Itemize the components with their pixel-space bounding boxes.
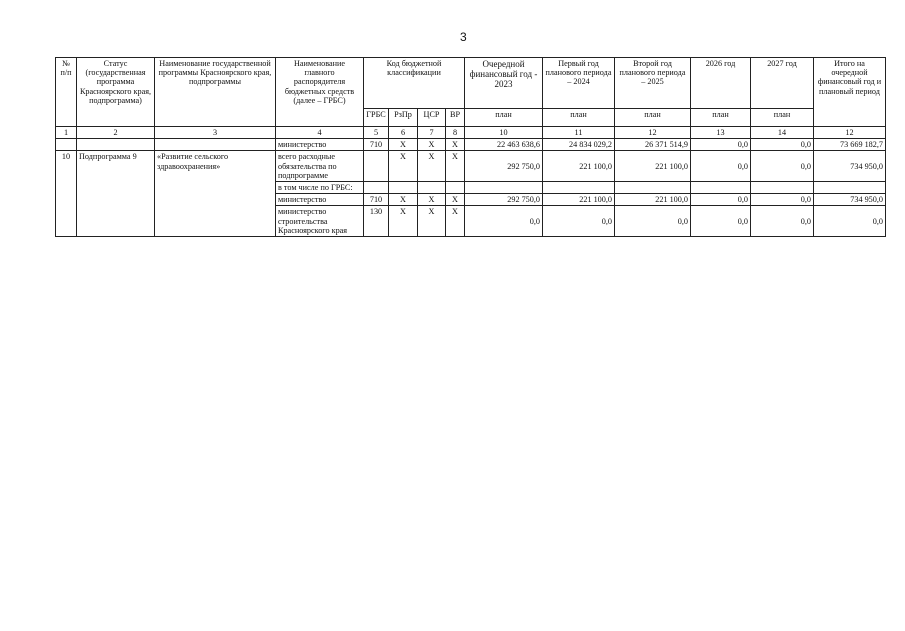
vr-cell: X bbox=[446, 194, 465, 206]
col-header-status: Статус (государственная программа Красноярского края, подпрограмма) bbox=[77, 58, 155, 127]
value-total-cell: 0,0 bbox=[814, 206, 886, 237]
column-number: 12 bbox=[615, 127, 691, 139]
value-2024-cell: 24 834 029,2 bbox=[543, 139, 615, 151]
rzpr-cell: X bbox=[389, 194, 418, 206]
column-number: 4 bbox=[276, 127, 364, 139]
value-2024-cell: 221 100,0 bbox=[543, 151, 615, 182]
grbs-code-cell: 710 bbox=[364, 139, 389, 151]
plan-label-2024: план bbox=[543, 109, 615, 127]
status-cell: Подпрограмма 9 bbox=[77, 151, 155, 237]
value-2023-cell: 22 463 638,6 bbox=[465, 139, 543, 151]
col-header-2027: 2027 год bbox=[751, 58, 814, 109]
value-2026-cell: 0,0 bbox=[691, 139, 751, 151]
col-header-num: № п/п bbox=[56, 58, 77, 127]
plan-label-2027: план bbox=[751, 109, 814, 127]
vr-cell: X bbox=[446, 151, 465, 182]
csr-cell: X bbox=[418, 151, 446, 182]
col-header-rzpr: РзПр bbox=[389, 109, 418, 127]
column-number: 8 bbox=[446, 127, 465, 139]
column-number: 1 bbox=[56, 127, 77, 139]
table-row bbox=[56, 151, 886, 182]
value-2023-cell: 292 750,0 bbox=[465, 151, 543, 182]
column-number: 12 bbox=[814, 127, 886, 139]
value-2026-cell: 0,0 bbox=[691, 194, 751, 206]
value-2025-cell: 26 371 514,9 bbox=[615, 139, 691, 151]
header-row bbox=[56, 58, 886, 109]
column-number: 6 bbox=[389, 127, 418, 139]
plan-label-2026: план bbox=[691, 109, 751, 127]
rzpr-cell: X bbox=[389, 139, 418, 151]
value-2025-cell: 0,0 bbox=[615, 206, 691, 237]
value-2026-cell: 0,0 bbox=[691, 151, 751, 182]
column-number: 2 bbox=[77, 127, 155, 139]
value-2023-cell: 292 750,0 bbox=[465, 194, 543, 206]
column-number: 7 bbox=[418, 127, 446, 139]
column-number: 13 bbox=[691, 127, 751, 139]
grbs-name-cell: министерство bbox=[276, 194, 364, 206]
grbs-name-cell: министерство bbox=[276, 139, 364, 151]
column-number-row bbox=[56, 127, 886, 139]
table-row bbox=[56, 139, 886, 151]
program-name-cell: «Развитие сельского здравоохранения» bbox=[155, 151, 276, 237]
vr-cell: X bbox=[446, 139, 465, 151]
grbs-name-cell: министерство строительства Красноярского края bbox=[276, 206, 364, 237]
rzpr-cell: X bbox=[389, 206, 418, 237]
value-total-cell: 734 950,0 bbox=[814, 151, 886, 182]
grbs-code-cell: 710 bbox=[364, 194, 389, 206]
col-header-2024: Первый год планового периода – 2024 bbox=[543, 58, 615, 109]
plan-label-2023: план bbox=[465, 109, 543, 127]
column-number: 14 bbox=[751, 127, 814, 139]
col-header-2025: Второй год планового периода – 2025 bbox=[615, 58, 691, 109]
value-2025-cell: 221 100,0 bbox=[615, 194, 691, 206]
col-header-grbs-name: Наименование главного распорядителя бюджетных средств (далее – ГРБС) bbox=[276, 58, 364, 127]
value-total-cell: 734 950,0 bbox=[814, 194, 886, 206]
column-number: 3 bbox=[155, 127, 276, 139]
value-total-cell: 73 669 182,7 bbox=[814, 139, 886, 151]
value-2026-cell: 0,0 bbox=[691, 206, 751, 237]
value-2027-cell: 0,0 bbox=[751, 206, 814, 237]
col-header-total: Итого на очередной финансовый год и плановый период bbox=[814, 58, 886, 127]
column-number: 11 bbox=[543, 127, 615, 139]
value-2024-cell: 0,0 bbox=[543, 206, 615, 237]
col-header-2026: 2026 год bbox=[691, 58, 751, 109]
col-header-program-name: Наименование государственной программы Красноярского края, подпрограммы bbox=[155, 58, 276, 127]
csr-cell: X bbox=[418, 194, 446, 206]
value-2025-cell: 221 100,0 bbox=[615, 151, 691, 182]
csr-cell: X bbox=[418, 139, 446, 151]
plan-label-2025: план bbox=[615, 109, 691, 127]
column-number: 5 bbox=[364, 127, 389, 139]
column-number: 10 bbox=[465, 127, 543, 139]
col-header-grbs: ГРБС bbox=[364, 109, 389, 127]
value-2027-cell: 0,0 bbox=[751, 139, 814, 151]
including-label-cell: в том числе по ГРБС: bbox=[276, 181, 364, 193]
page-number: 3 bbox=[460, 30, 467, 44]
grbs-code-cell: 130 bbox=[364, 206, 389, 237]
csr-cell: X bbox=[418, 206, 446, 237]
col-header-bk-code: Код бюджетной классификации bbox=[364, 58, 465, 109]
grbs-code-cell bbox=[364, 151, 389, 182]
row-number-cell: 10 bbox=[56, 151, 77, 237]
value-2023-cell: 0,0 bbox=[465, 206, 543, 237]
vr-cell: X bbox=[446, 206, 465, 237]
col-header-csr: ЦСР bbox=[418, 109, 446, 127]
col-header-2023: Очередной финансовый год - 2023 bbox=[465, 58, 543, 109]
value-2027-cell: 0,0 bbox=[751, 194, 814, 206]
value-2027-cell: 0,0 bbox=[751, 151, 814, 182]
col-header-vr: ВР bbox=[446, 109, 465, 127]
grbs-name-cell: всего расходные обязательства по подпрограмме bbox=[276, 151, 364, 182]
budget-table bbox=[55, 57, 886, 237]
value-2024-cell: 221 100,0 bbox=[543, 194, 615, 206]
rzpr-cell: X bbox=[389, 151, 418, 182]
